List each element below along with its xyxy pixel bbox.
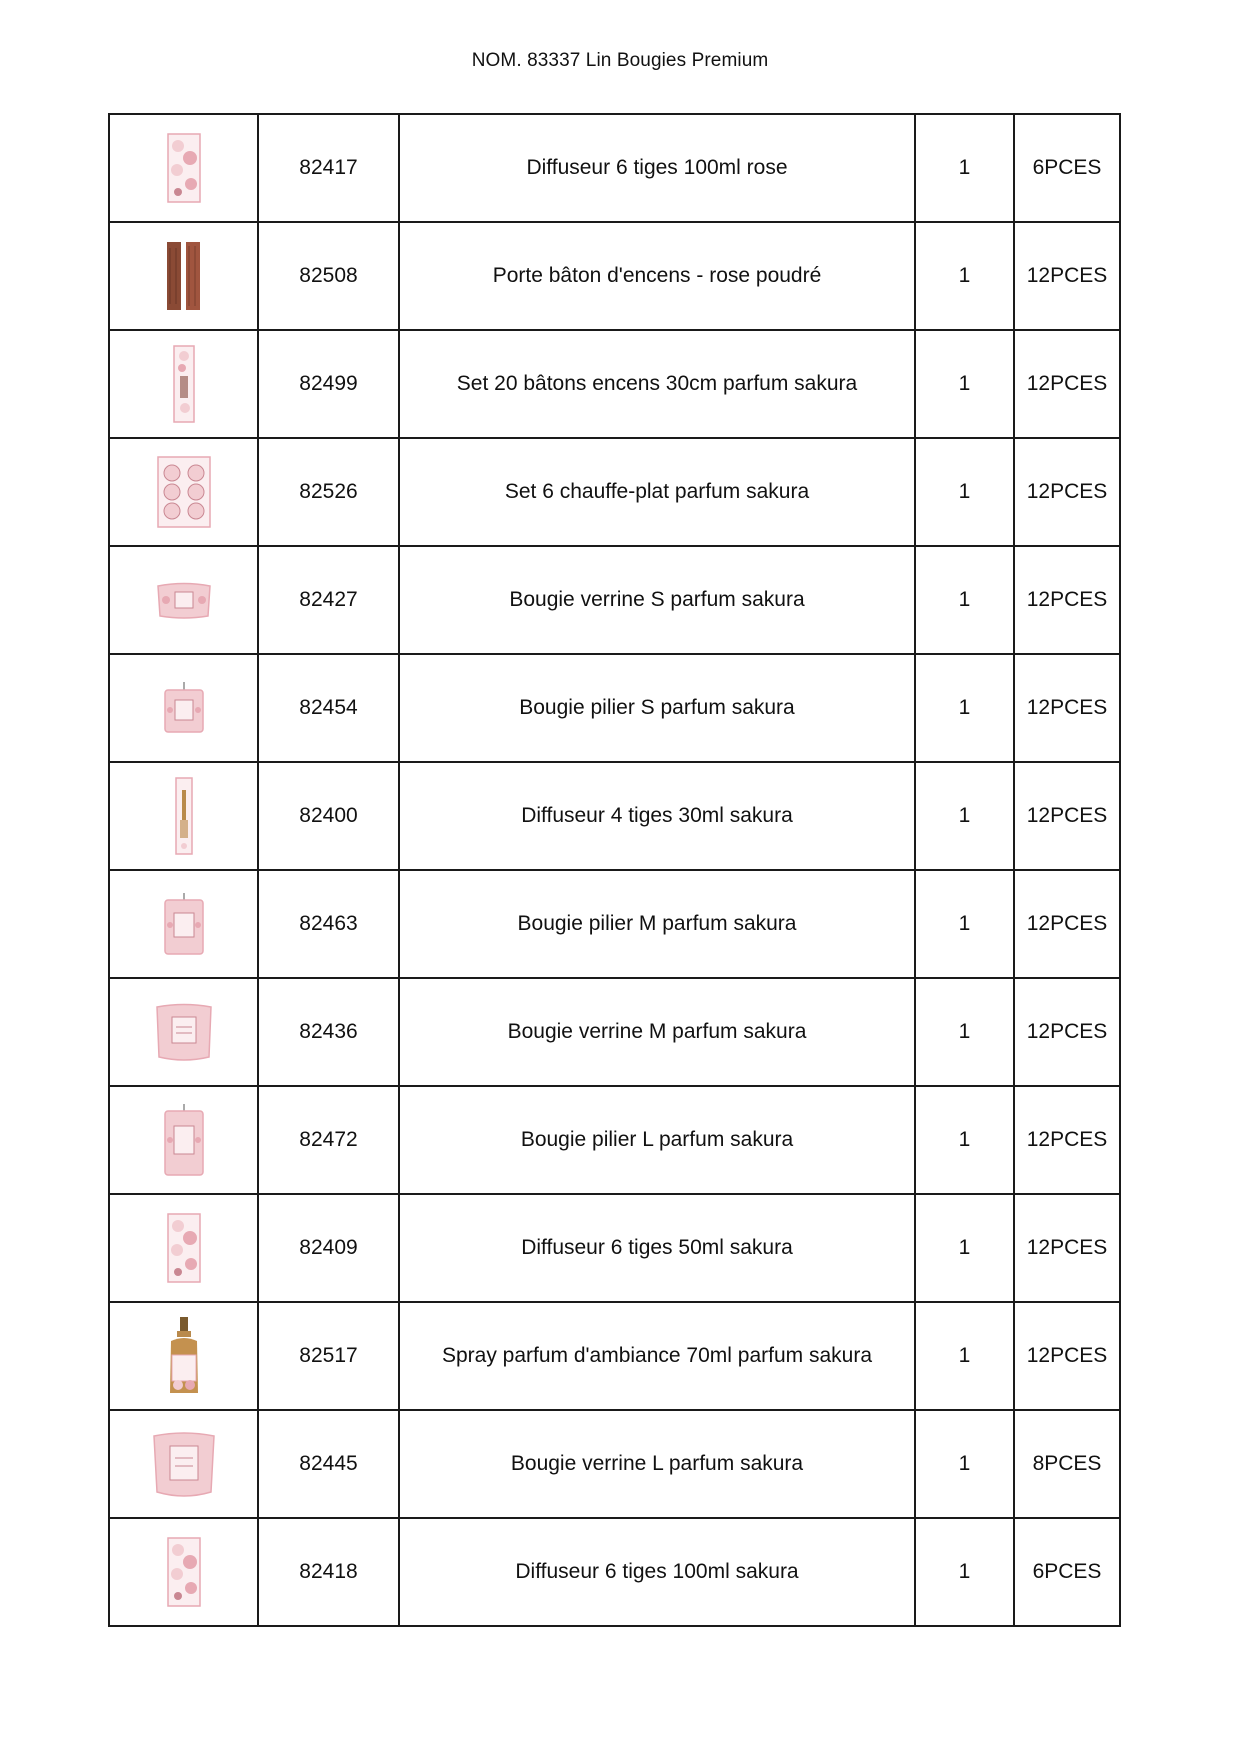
- pillar-candle-small-icon: [161, 680, 207, 736]
- product-ref: 82499: [258, 330, 399, 438]
- product-qty: 1: [915, 222, 1014, 330]
- product-unit: 12PCES: [1014, 1194, 1120, 1302]
- tealight-box-icon: [156, 455, 212, 529]
- product-image-cell: [109, 978, 258, 1086]
- incense-holder-icon: [164, 238, 204, 314]
- product-description: Set 6 chauffe-plat parfum sakura: [399, 438, 915, 546]
- product-qty: 1: [915, 870, 1014, 978]
- product-description: Diffuseur 4 tiges 30ml sakura: [399, 762, 915, 870]
- product-ref: 82508: [258, 222, 399, 330]
- product-qty: 1: [915, 762, 1014, 870]
- product-description: Bougie pilier S parfum sakura: [399, 654, 915, 762]
- product-unit: 6PCES: [1014, 114, 1120, 222]
- product-table: [108, 113, 1121, 1627]
- product-rows: [109, 114, 1120, 1626]
- diffuser-small-icon: [171, 776, 197, 856]
- incense-sticks-box-icon: [169, 344, 199, 424]
- product-image-cell: [109, 1086, 258, 1194]
- product-image-cell: [109, 654, 258, 762]
- product-ref: 82417: [258, 114, 399, 222]
- product-qty: 1: [915, 1302, 1014, 1410]
- product-ref: 82436: [258, 978, 399, 1086]
- product-row: [109, 330, 1120, 438]
- product-row: [109, 654, 1120, 762]
- product-ref: 82472: [258, 1086, 399, 1194]
- product-unit: 12PCES: [1014, 546, 1120, 654]
- product-image-cell: [109, 1302, 258, 1410]
- product-image-cell: [109, 114, 258, 222]
- product-row: [109, 546, 1120, 654]
- product-qty: 1: [915, 1194, 1014, 1302]
- product-qty: 1: [915, 330, 1014, 438]
- product-image-cell: [109, 1410, 258, 1518]
- product-ref: 82526: [258, 438, 399, 546]
- product-image-cell: [109, 438, 258, 546]
- product-ref: 82409: [258, 1194, 399, 1302]
- product-qty: 1: [915, 1086, 1014, 1194]
- pillar-candle-large-icon: [161, 1102, 207, 1178]
- jar-candle-large-icon: [150, 1428, 218, 1500]
- product-image-cell: [109, 870, 258, 978]
- product-unit: 12PCES: [1014, 1086, 1120, 1194]
- product-description: Bougie verrine M parfum sakura: [399, 978, 915, 1086]
- product-unit: 12PCES: [1014, 654, 1120, 762]
- product-row: [109, 222, 1120, 330]
- product-image-cell: [109, 1194, 258, 1302]
- product-image-cell: [109, 546, 258, 654]
- product-image-cell: [109, 1518, 258, 1626]
- product-ref: 82418: [258, 1518, 399, 1626]
- room-spray-icon: [164, 1315, 204, 1397]
- diffuser-box-icon: [164, 132, 204, 204]
- product-ref: 82427: [258, 546, 399, 654]
- diffuser-box-icon: [164, 1212, 204, 1284]
- product-qty: 1: [915, 1518, 1014, 1626]
- product-unit: 6PCES: [1014, 1518, 1120, 1626]
- product-description: Bougie verrine L parfum sakura: [399, 1410, 915, 1518]
- product-qty: 1: [915, 546, 1014, 654]
- product-row: [109, 1194, 1120, 1302]
- product-qty: 1: [915, 978, 1014, 1086]
- diffuser-box-icon: [164, 1536, 204, 1608]
- product-description: Set 20 bâtons encens 30cm parfum sakura: [399, 330, 915, 438]
- product-description: Diffuseur 6 tiges 50ml sakura: [399, 1194, 915, 1302]
- product-ref: 82454: [258, 654, 399, 762]
- product-row: [109, 1302, 1120, 1410]
- product-qty: 1: [915, 438, 1014, 546]
- product-description: Spray parfum d'ambiance 70ml parfum sakura: [399, 1302, 915, 1410]
- product-unit: 12PCES: [1014, 330, 1120, 438]
- product-unit: 12PCES: [1014, 1302, 1120, 1410]
- page-title: NOM. 83337 Lin Bougies Premium: [471, 50, 769, 71]
- product-image-cell: [109, 222, 258, 330]
- product-unit: 12PCES: [1014, 438, 1120, 546]
- product-ref: 82463: [258, 870, 399, 978]
- product-description: Bougie pilier L parfum sakura: [399, 1086, 915, 1194]
- product-ref: 82517: [258, 1302, 399, 1410]
- product-qty: 1: [915, 1410, 1014, 1518]
- product-description: Diffuseur 6 tiges 100ml sakura: [399, 1518, 915, 1626]
- product-qty: 1: [915, 114, 1014, 222]
- product-row: [109, 438, 1120, 546]
- product-unit: 12PCES: [1014, 222, 1120, 330]
- product-qty: 1: [915, 654, 1014, 762]
- product-row: [109, 1086, 1120, 1194]
- product-description: Porte bâton d'encens - rose poudré: [399, 222, 915, 330]
- product-row: [109, 870, 1120, 978]
- product-unit: 12PCES: [1014, 762, 1120, 870]
- jar-candle-small-icon: [155, 580, 213, 620]
- product-ref: 82400: [258, 762, 399, 870]
- product-row: [109, 762, 1120, 870]
- product-row: [109, 1410, 1120, 1518]
- product-description: Diffuseur 6 tiges 100ml rose: [399, 114, 915, 222]
- product-description: Bougie verrine S parfum sakura: [399, 546, 915, 654]
- product-unit: 12PCES: [1014, 978, 1120, 1086]
- product-unit: 8PCES: [1014, 1410, 1120, 1518]
- product-unit: 12PCES: [1014, 870, 1120, 978]
- product-image-cell: [109, 762, 258, 870]
- product-row: [109, 1518, 1120, 1626]
- jar-candle-medium-icon: [153, 1001, 215, 1063]
- product-ref: 82445: [258, 1410, 399, 1518]
- product-image-cell: [109, 330, 258, 438]
- product-row: [109, 114, 1120, 222]
- product-row: [109, 978, 1120, 1086]
- pillar-candle-medium-icon: [161, 891, 207, 957]
- product-description: Bougie pilier M parfum sakura: [399, 870, 915, 978]
